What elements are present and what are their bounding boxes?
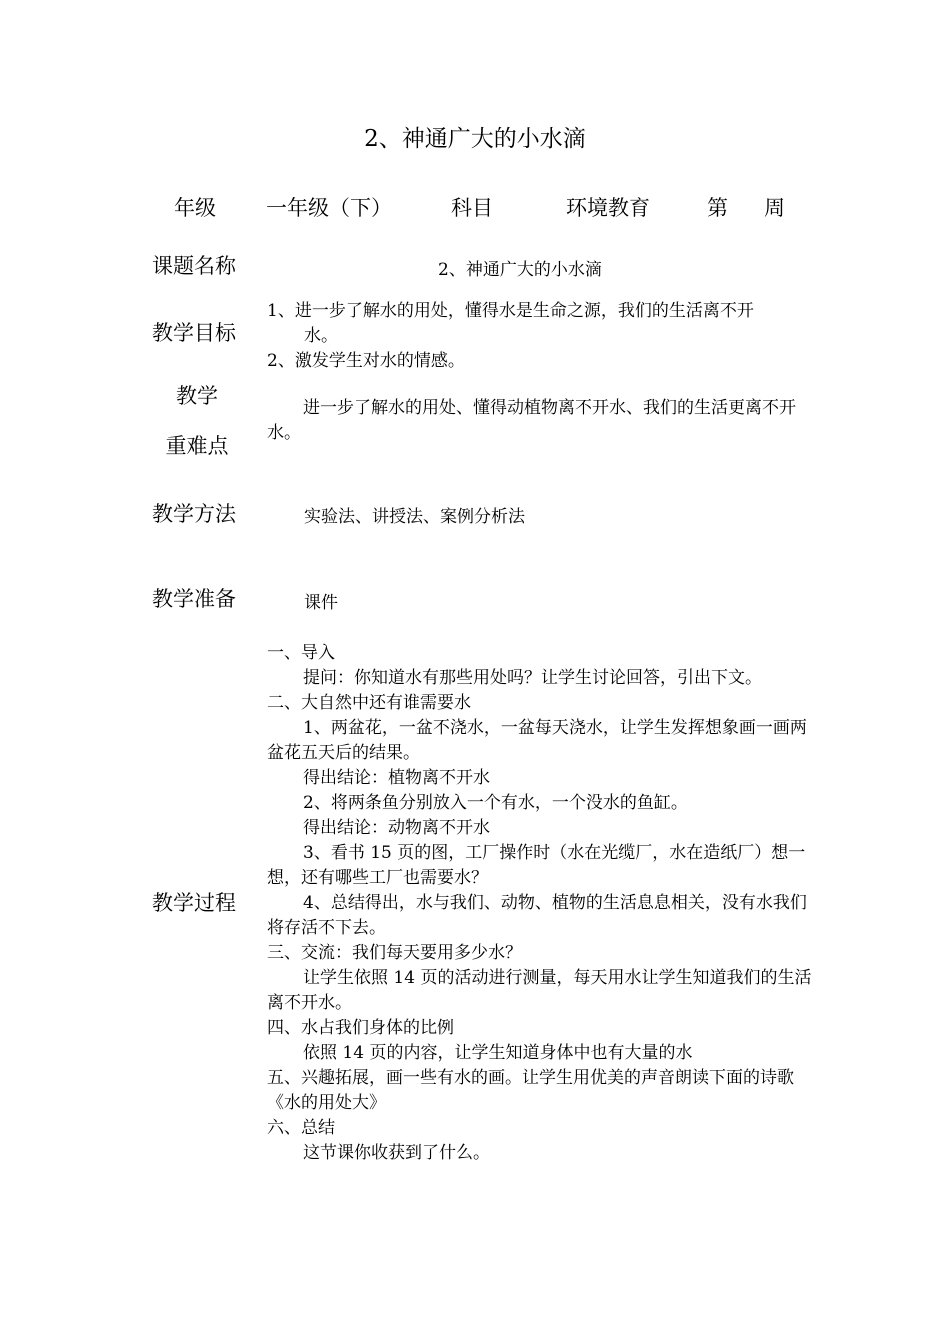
difficulty-text: 进一步了解水的用处、懂得动植物离不开水、我们的生活更离不开水。 [267,398,796,443]
method-label: 教学方法 [152,502,236,526]
process-label: 教学过程 [152,891,236,915]
process-line: 2、将两条鱼分别放入一个有水，一个没水的鱼缸。 [303,793,688,813]
method-value: 实验法、讲授法、案例分析法 [304,507,525,527]
grade-label: 年级 [174,196,216,220]
process-line: 二、大自然中还有谁需要水 [267,693,471,713]
process-line: 得出结论：植物离不开水 [303,768,490,788]
process-line: 3、看书 15 页的图，工厂操作时（水在光缆厂，水在造纸厂）想一想，还有哪些工厂也需要水？ [267,843,806,888]
grade-value: 一年级（下） [266,196,392,220]
process-line: 1、两盆花，一盆不浇水，一盆每天浇水，让学生发挥想象画一画两盆花五天后的结果。 [267,718,807,763]
process-line: 让学生依照 14 页的活动进行测量，每天用水让学生知道我们的生活离不开水。 [267,968,812,1013]
process-line: 这节课你收获到了什么。 [303,1143,490,1163]
process-line: 依照 14 页的内容，让学生知道身体中也有大量的水 [303,1043,693,1063]
goals-label: 教学目标 [152,321,236,345]
difficulty-label-line-1: 教学 [176,384,218,408]
prep-label: 教学准备 [152,587,236,611]
process-line: 得出结论：动物离不开水 [303,818,490,838]
process-line: 提问：你知道水有那些用处吗？让学生讨论回答，引出下文。 [303,668,762,688]
process-line: 一、导入 [267,643,335,663]
goal-item-2: 2、激发学生对水的情感。 [267,351,465,371]
difficulty-label-line-2: 重难点 [165,434,229,458]
process-line: 四、水占我们身体的比例 [267,1018,454,1038]
process-content [267,641,812,1166]
process-line: 六、总结 [267,1118,335,1138]
subject-label: 科目 [451,196,493,220]
page-title: 2、神通广大的小水滴 [364,126,586,152]
prep-value: 课件 [304,593,338,613]
process-line: 4、总结得出，水与我们、动物、植物的生活息息相关，没有水我们将存活不下去。 [267,893,807,938]
goal-item-1-line-2: 水。 [304,326,338,346]
process-line: 五、兴趣拓展，画一些有水的画。让学生用优美的声音朗读下面的诗歌《水的用处大》 [267,1068,794,1113]
topic-label: 课题名称 [152,254,236,278]
week-suffix: 周 [764,196,785,220]
topic-value: 2、神通广大的小水滴 [438,260,602,280]
goal-item-1-line-1: 1、进一步了解水的用处，懂得水是生命之源，我们的生活离不开 [267,301,754,321]
subject-value: 环境教育 [566,196,650,220]
week-label: 第 [707,196,728,220]
process-line: 三、交流：我们每天要用多少水？ [267,943,522,963]
